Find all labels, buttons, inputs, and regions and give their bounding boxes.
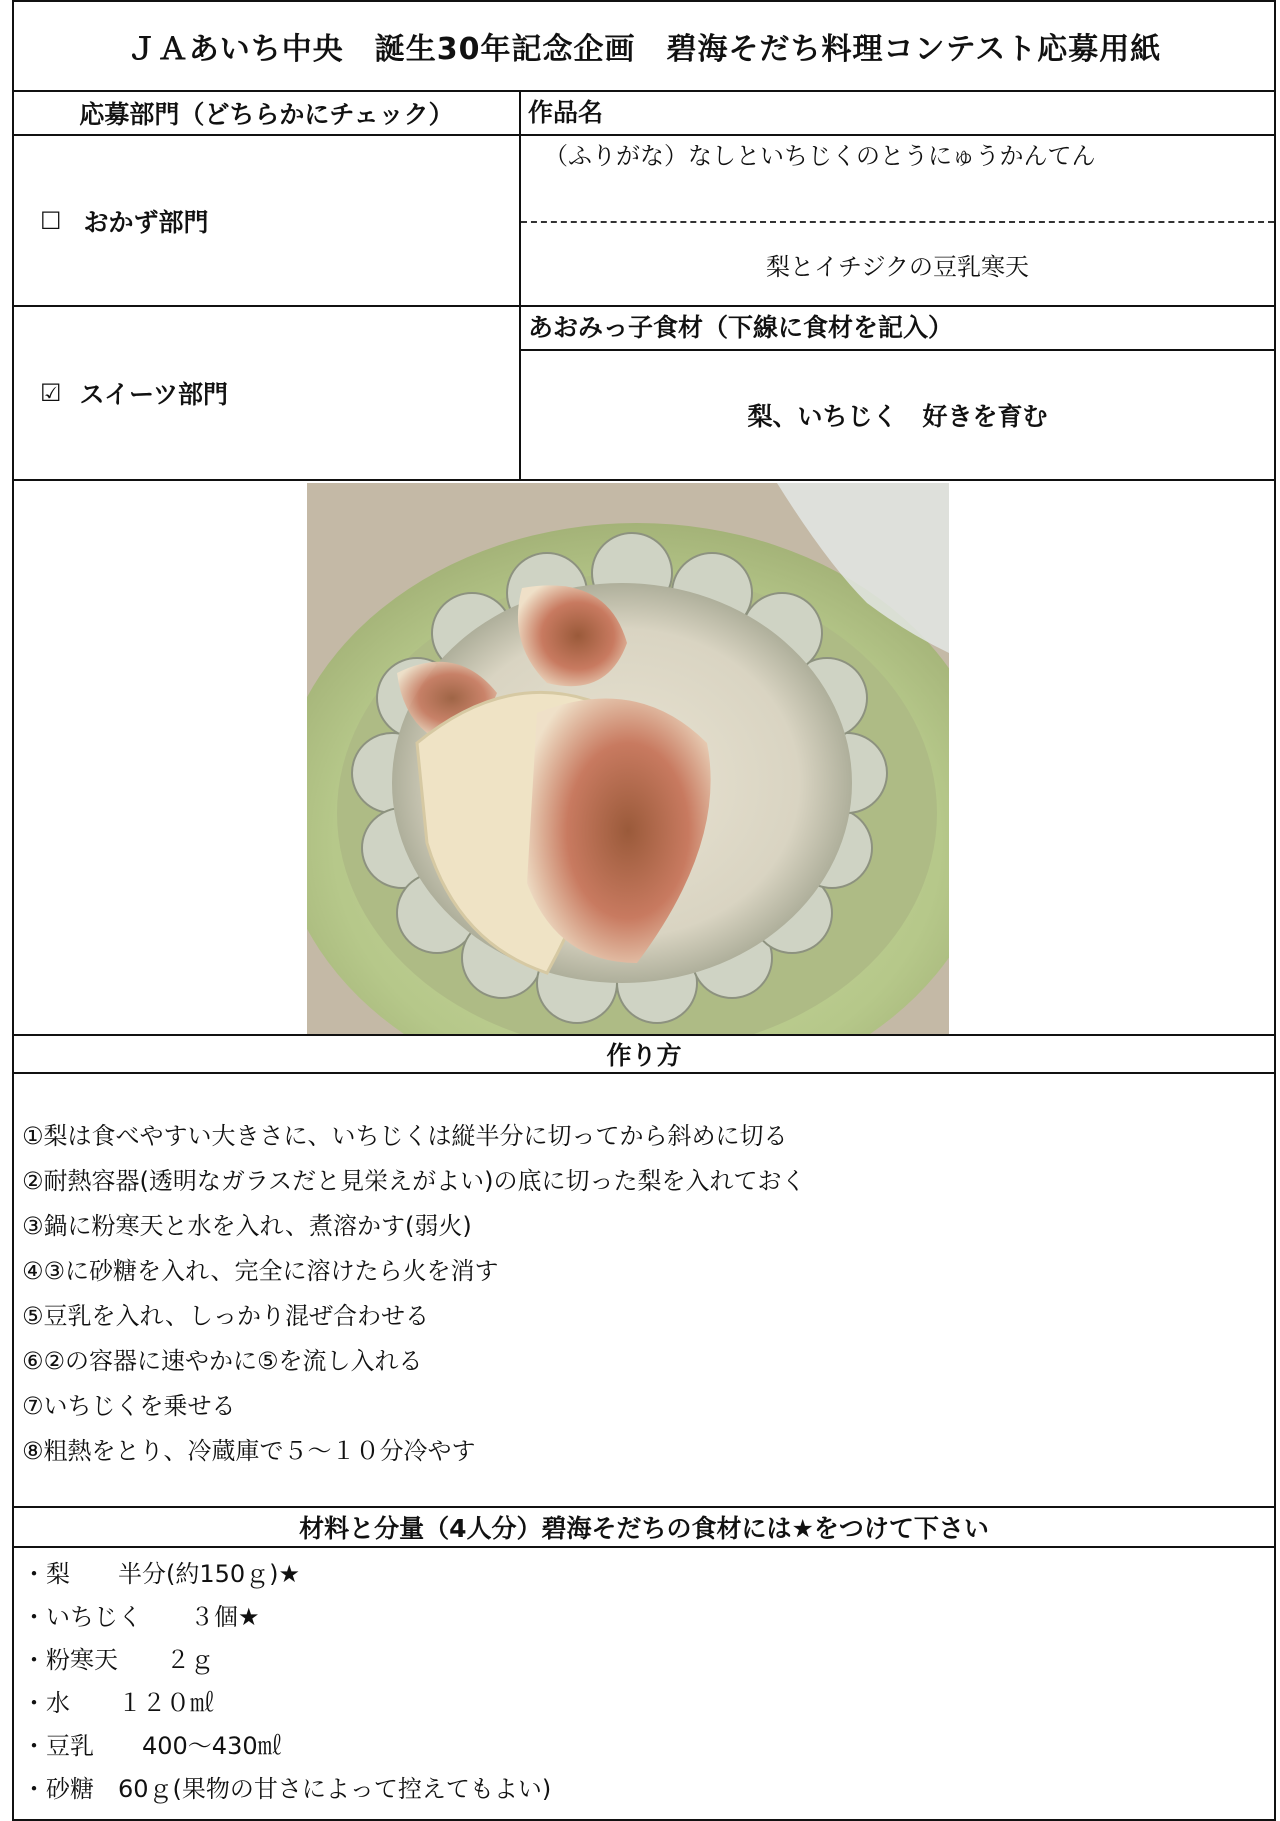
method-step: ②耐熱容器(透明なガラスだと見栄えがよい)の底に切った梨を入れておく (22, 1167, 806, 1195)
ingredient-item: ・豆乳 400～430㎖ (22, 1732, 282, 1760)
method-step: ⑥②の容器に速やかに⑤を流し入れる (22, 1347, 423, 1375)
method-step: ①梨は食べやすい大きさに、いちじくは縦半分に切ってから斜めに切る (22, 1122, 788, 1150)
ingredient-item: ・水 １２０㎖ (22, 1689, 214, 1717)
local-ingredients-header: あおみっ子食材（下線に食材を記入） (528, 313, 954, 342)
ingredient-item: ・梨 半分(約150ｇ)★ (22, 1560, 301, 1588)
work-name-header: 作品名 (528, 98, 604, 127)
dish-photo (307, 483, 949, 1034)
method-step: ⑧粗熱をとり、冷蔵庫で５～１０分冷やす (22, 1437, 476, 1465)
ingredient-item: ・粉寒天 ２ｇ (22, 1646, 214, 1674)
sweets-row (14, 307, 1274, 481)
method-step: ③鍋に粉寒天と水を入れ、煮溶かす(弱火) (22, 1212, 472, 1240)
sweets-label: スイーツ部門 (79, 380, 229, 409)
okazu-checkbox[interactable]: ☐ (40, 206, 62, 235)
method-step: ⑦いちじくを乗せる (22, 1392, 236, 1420)
ingredient-item: ・いちじく ３個★ (22, 1603, 260, 1631)
form-title: ＪＡあいち中央 誕生30年記念企画 碧海そだち料理コンテスト応募用紙 (14, 2, 1274, 92)
category-header: 応募部門（どちらかにチェック） (79, 100, 454, 129)
okazu-label: おかず部門 (83, 207, 209, 237)
method-step: ⑤豆乳を入れ、しっかり混ぜ合わせる (22, 1302, 429, 1330)
method-header: 作り方 (14, 1036, 1274, 1074)
sweets-checkbox[interactable]: ☑ (40, 379, 62, 407)
okazu-row (14, 136, 1274, 307)
work-name-furigana: （ふりがな）なしといちじくのとうにゅうかんてん (544, 142, 1096, 170)
method-step: ④③に砂糖を入れ、完全に溶けたら火を消す (22, 1257, 499, 1285)
ingredients-header: 材料と分量（4人分）碧海そだちの食材には★をつけて下さい (14, 1508, 1274, 1548)
ingredients-list (22, 1553, 551, 1811)
method-steps (22, 1114, 806, 1474)
application-form (12, 0, 1276, 1821)
header-row (14, 92, 1274, 136)
ingredient-item: ・砂糖 60ｇ(果物の甘さによって控えてもよい) (22, 1775, 552, 1803)
local-ingredients-value: 梨、いちじく 好きを育む (747, 402, 1048, 431)
work-name: 梨とイチジクの豆乳寒天 (765, 252, 1030, 281)
